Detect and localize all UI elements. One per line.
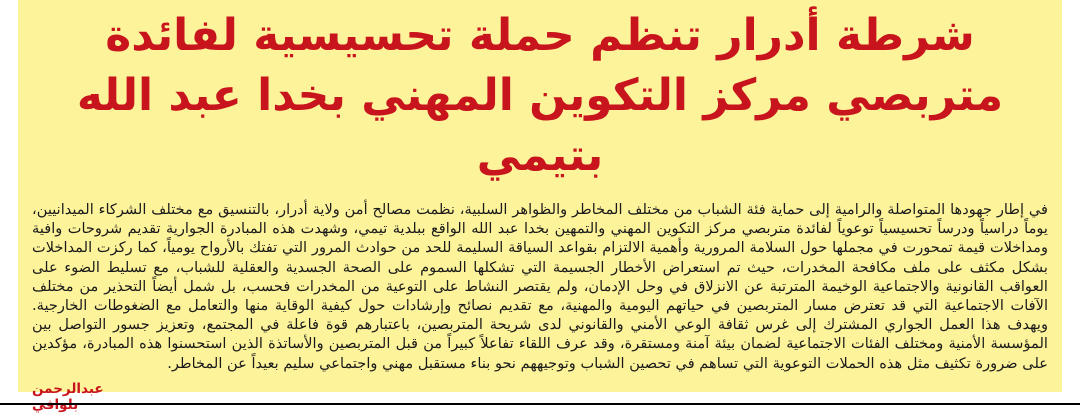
article-headline: شرطة أدرار تنظم حملة تحسيسية لفائدة متربصي مركز التكوين المهني بخدا عبد الله بتيمي bbox=[76, 10, 1004, 181]
article-body: في إطار جهودها المتواصلة والرامية إلى حماية فئة الشباب من مختلف المخاطر والظواهر السلبية، نظمت مصالح أمن ولاية أدرار، بالتنسيق مع مختلف الشركاء الميدانيين، يوماً دراسياً ودرساً تحسيسياً توعوياً لفائدة متربصي مركز التكوين المهني والتمهين بخدا عبد الله الواقع ببلدية تيمي، وشهدت هذه المبادرة الجوارية تقديم شروحات وافية ومداخلات قيمة تمحورت في مجملها حول السلامة المرورية وأهمية الالتزام بقواعد السياقة السليمة للحد من حوادث المرور التي تفتك بالأرواح يومياً، كما ركزت المداخلات بشكل مكثف على ملف مكافحة المخدرات، حيث تم استعراض الأخطار الجسيمة التي تشكلها السموم على الصحة الجسدية والعقلية للشباب، مع تسليط الضوء على العواقب القانونية والاجتماعية الوخيمة المترتبة عن الانزلاق في وحل الإدمان، ولم يقتصر النشاط على التوعية من المخدرات فحسب، بل شمل أيضاً التحذير من مختلف الآفات الاجتماعية التي قد تعترض مسار المتربصين في حياتهم اليومية والمهنية، مع تقديم نصائح وإرشادات حول كيفية الوقاية منها والتعامل مع الضغوطات الخارجية. ويهدف هذا العمل الجواري المشترك إلى غرس ثقافة الوعي الأمني والقانوني لدى شريحة المتربصين، باعتبارهم قوة فاعلة في المجتمع، وتعزيز جسور التواصل بين المؤسسة الأمنية ومختلف الفئات الاجتماعية لضمان بيئة آمنة ومستقرة، وقد عرف اللقاء تفاعلاً كبيراً من قبل المتربصين والأساتذة الذين استحسنوا هذه المبادرة، مؤكدين على ضرورة تكثيف مثل هذه الحملات التوعوية التي تساهم في تحصين الشباب وتوجيههم نحو بناء مستقبل مهني واجتماعي سليم بعيداً عن المخاطر. bbox=[32, 201, 1048, 372]
article-author: عبدالرحمن bbox=[32, 380, 104, 397]
newspaper-clipping bbox=[18, 0, 1062, 397]
page-divider bbox=[0, 403, 1080, 405]
